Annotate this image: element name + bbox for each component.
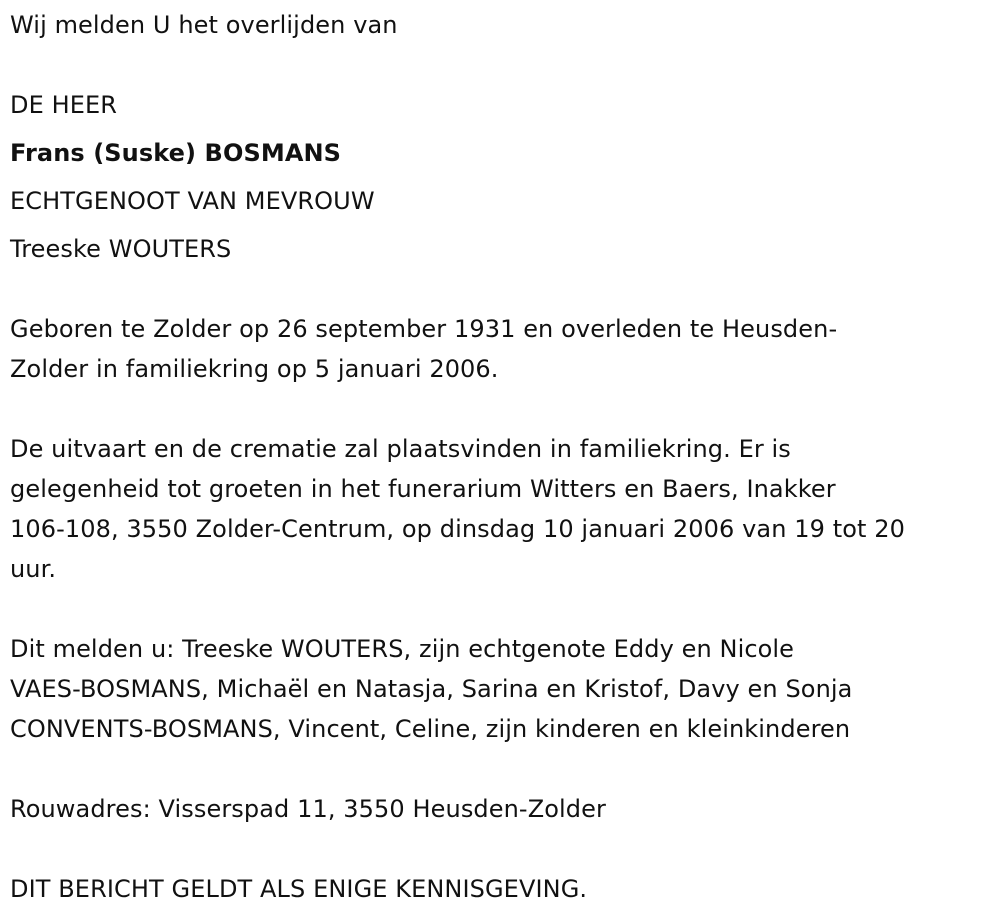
family-line: CONVENTS-BOSMANS, Vincent, Celine, zijn kinderen en kleinkinderen [10, 715, 851, 743]
funeral-line: 106-108, 3550 Zolder-Centrum, op dinsdag 10 januari 2006 van 19 tot 20 [10, 515, 905, 543]
closing-statement: DIT BERICHT GELDT ALS ENIGE KENNISGEVING. [10, 875, 588, 903]
spouse-label: ECHTGENOOT VAN MEVROUW [10, 187, 375, 215]
funeral-line: uur. [10, 555, 57, 583]
birth-death-line: Geboren te Zolder op 26 september 1931 en overleden te Heusden- [10, 315, 838, 343]
intro-text: Wij melden U het overlijden van [10, 11, 398, 39]
deceased-name: Frans (Suske) BOSMANS [10, 139, 342, 167]
mourning-address: Rouwadres: Visserspad 11, 3550 Heusden-Zolder [10, 795, 606, 823]
birth-death-line: Zolder in familiekring op 5 januari 2006. [10, 355, 499, 383]
family-line: VAES-BOSMANS, Michaël en Natasja, Sarina en Kristof, Davy en Sonja [10, 675, 853, 703]
funeral-line: gelegenheid tot groeten in het funerarium Witters en Baers, Inakker [10, 475, 836, 503]
funeral-line: De uitvaart en de crematie zal plaatsvinden in familiekring. Er is [10, 435, 791, 463]
family-line: Dit melden u: Treeske WOUTERS, zijn echtgenote Eddy en Nicole [10, 635, 795, 663]
title-prefix: DE HEER [10, 91, 118, 119]
spouse-name: Treeske WOUTERS [10, 235, 232, 263]
